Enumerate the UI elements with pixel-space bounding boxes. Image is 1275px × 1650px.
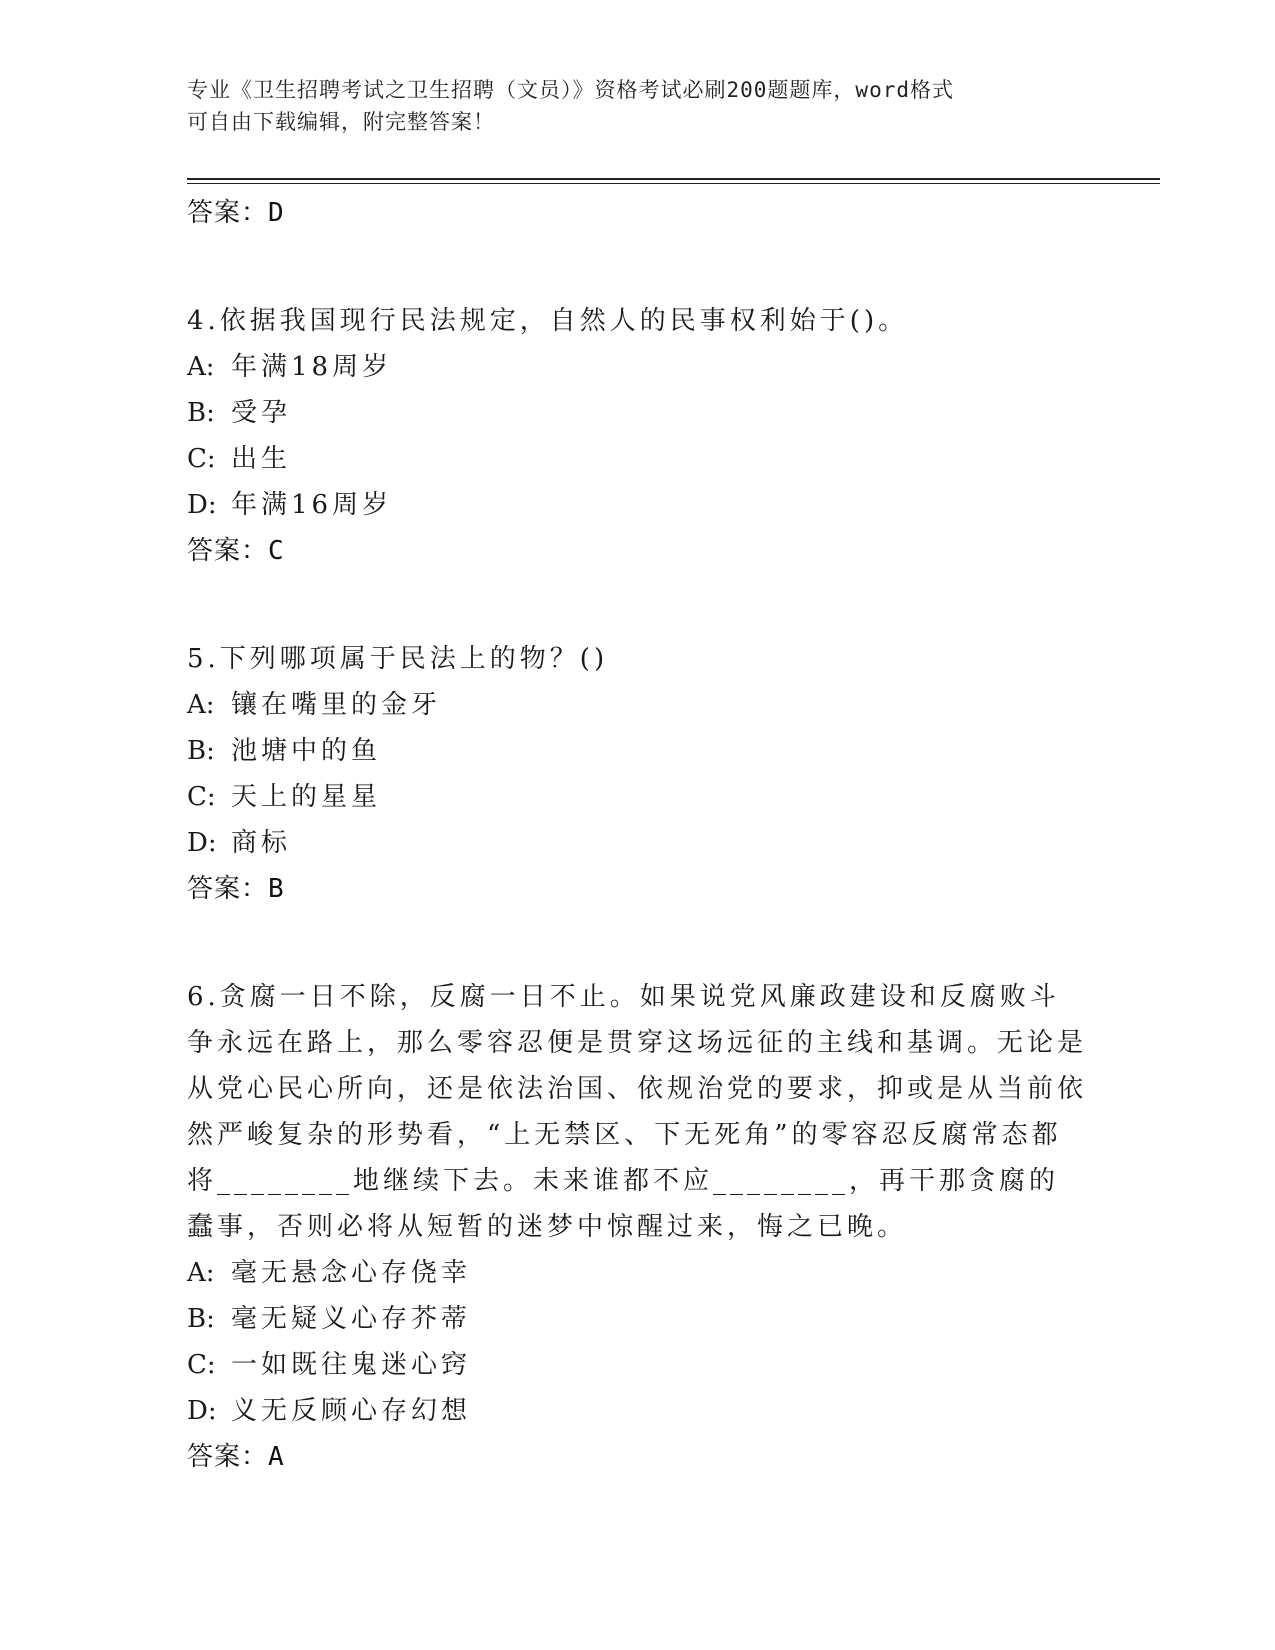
answer: 答案：C — [187, 536, 285, 566]
question-text: 5.下列哪项属于民法上的物？() — [187, 644, 609, 674]
option-b — [187, 1296, 1087, 1342]
question-4 — [187, 298, 1087, 574]
header-title-line-1: 专业《卫生招聘考试之卫生招聘（文员）》资格考试必刷200题题库，word格式 — [187, 78, 954, 102]
option-key: C: — [187, 1350, 216, 1380]
option-key: A: — [187, 352, 215, 382]
option-a — [187, 344, 1087, 390]
option-a — [187, 682, 1087, 728]
header-rule-thin — [187, 183, 1160, 184]
option-text: 商标 — [231, 828, 292, 858]
option-text: 出生 — [231, 444, 292, 474]
header-rule-thick — [187, 178, 1160, 180]
option-text: 一如既往鬼迷心窍 — [231, 1350, 472, 1380]
option-key: A: — [187, 1258, 215, 1288]
option-text: 受孕 — [231, 398, 292, 428]
option-b — [187, 390, 1087, 436]
option-d — [187, 1388, 1087, 1434]
option-c — [187, 774, 1087, 820]
option-key: A: — [187, 690, 215, 720]
answer: 答案：B — [187, 874, 285, 904]
option-key: B: — [187, 736, 215, 766]
option-text: 毫无悬念心存侥幸 — [231, 1258, 472, 1288]
option-text: 毫无疑义心存芥蒂 — [231, 1304, 472, 1334]
option-text: 年满18周岁 — [231, 352, 393, 382]
option-key: D: — [187, 490, 217, 520]
option-key: B: — [187, 398, 215, 428]
question-text: 4.依据我国现行民法规定，自然人的民事权利始于()。 — [187, 306, 909, 336]
option-key: D: — [187, 828, 217, 858]
option-d — [187, 482, 1087, 528]
option-d — [187, 820, 1087, 866]
page-header — [187, 74, 1087, 138]
option-text: 天上的星星 — [231, 782, 382, 812]
option-key: C: — [187, 782, 216, 812]
option-c — [187, 436, 1087, 482]
option-c — [187, 1342, 1087, 1388]
question-5 — [187, 636, 1087, 912]
option-key: C: — [187, 444, 216, 474]
option-text: 池塘中的鱼 — [231, 736, 382, 766]
answer: 答案：A — [187, 1442, 285, 1472]
question-text: 6.贪腐一日不除，反腐一日不止。如果说党风廉政建设和反腐败斗争永远在路上，那么零容忍便是贯穿这场远征的主线和基调。无论是从党心民心所向，还是依法治国、依规治党的要求，抑或是从当前依然严峻复杂的形势看，“上无禁区、下无死角”的零容忍反腐常态都将________地继续下去。未来谁都不应________，再干那贪腐的蠢事，否则必将从短暂的迷梦中惊醒过来，悔之已晚。 — [187, 982, 1088, 1242]
option-text: 年满16周岁 — [231, 490, 393, 520]
document-content — [187, 190, 1087, 1480]
option-key: D: — [187, 1396, 217, 1426]
option-a — [187, 1250, 1087, 1296]
header-title-line-2: 可自由下载编辑，附完整答案！ — [187, 110, 495, 134]
question-6 — [187, 974, 1087, 1480]
option-text: 镶在嘴里的金牙 — [231, 690, 442, 720]
option-key: B: — [187, 1304, 215, 1334]
option-b — [187, 728, 1087, 774]
option-text: 义无反顾心存幻想 — [231, 1396, 472, 1426]
previous-answer: 答案：D — [187, 198, 285, 228]
